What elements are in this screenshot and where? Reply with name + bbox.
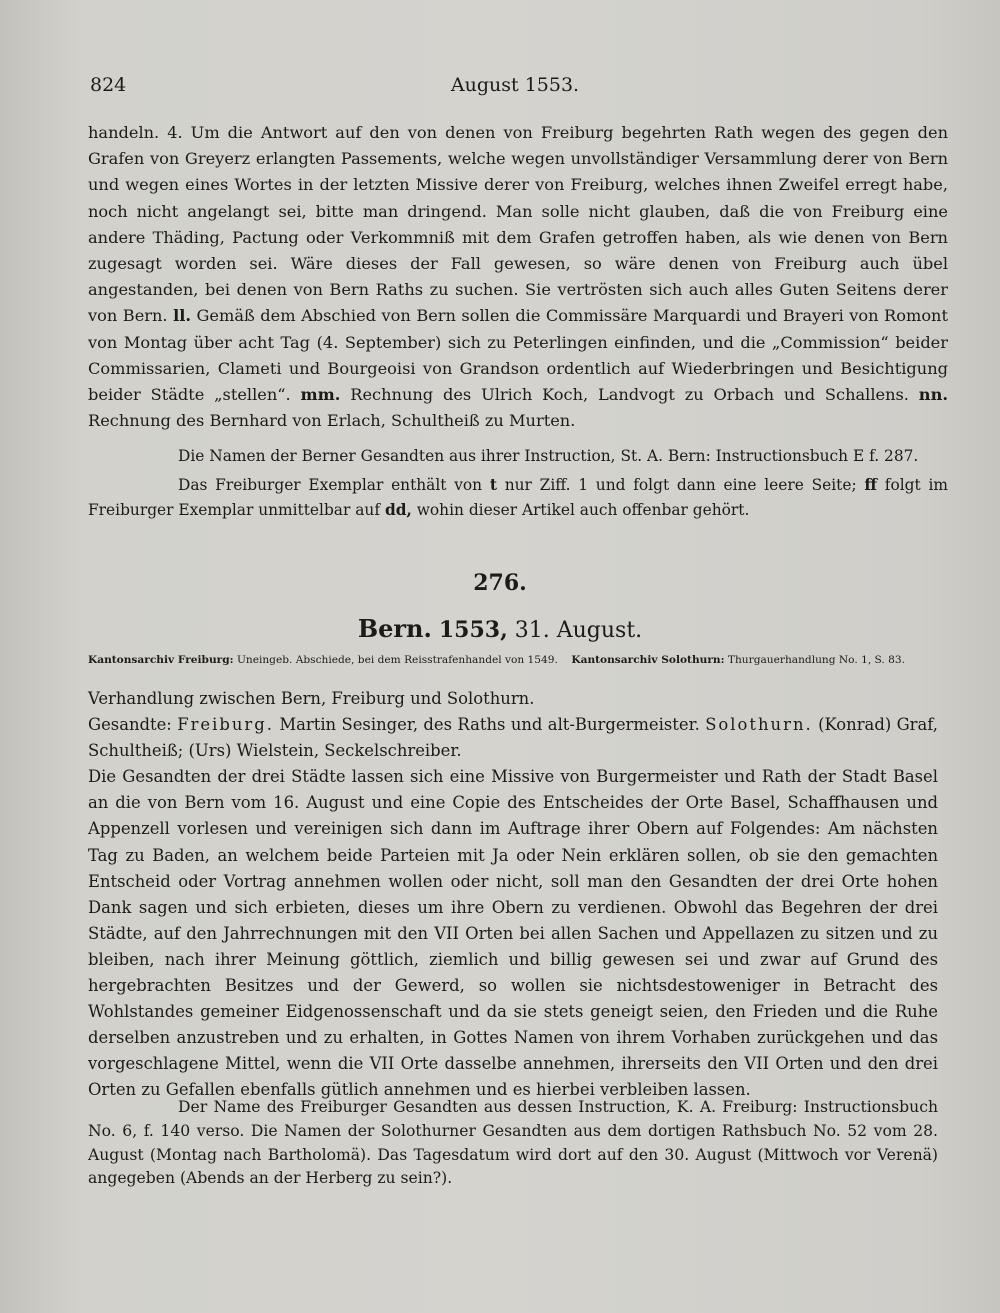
paragraph-text: Rechnung des Ulrich Koch, Landvogt zu Orbach und Schallens.: [350, 385, 909, 405]
note-text: Das Freiburger Exemplar enthält von: [178, 476, 483, 495]
document-dateline: [0, 614, 1000, 643]
item-marker: ff: [864, 476, 878, 495]
paragraph-text: handeln. 4. Um die Antwort auf den von denen von Freiburg begehrten Rath wegen des gegen den Grafen von Greyerz erlangten Passements, welche wegen unvollständiger Versammlung derer von Bern und wegen eines Wortes in der letzten Missive derer von Freiburg, welches ihnen Zweifel erregt habe, noch nicht angelangt sei, bitte man dringend. Man solle nicht glauben, daß die von Freiburg eine andere Thäding, Pactung oder Verkommniß mit dem Grafen getroffen haben, als wie denen von Bern zugesagt worden sei. Wäre dieses der Fall gewesen, so wäre denen von Freiburg auch übel angestanden, bei denen von Bern Raths zu suchen. Sie vertrösten sich auch alles Guten Seitens derer von Bern.: [88, 123, 948, 326]
running-title: August 1553.: [450, 74, 580, 96]
page-number: 824: [90, 74, 127, 96]
item-marker: mm.: [300, 385, 341, 405]
envoys-names: (Konrad) Graf, Schultheiß; (Urs) Wielstein, Seckelschreiber.: [88, 715, 938, 761]
footnote: Der Name des Freiburger Gesandten aus dessen Instruction, K. A. Freiburg: Instructionsbuch No. 6, f. 140 verso. Die Namen der Solothurner Gesandten aus dem dortigen Rathsbuch No. 52 vom 28. August (Montag nach Bartholomä). Das Tagesdatum wird dort auf den 30. August (Mittwoch vor Verenä) angegeben (Abends an der Herberg zu sein?).: [88, 1098, 938, 1188]
document-place: Bern.: [357, 614, 432, 643]
archive-reference: Thurgauerhandlung No. 1, S. 83.: [727, 654, 906, 666]
document-notes: [88, 1096, 938, 1191]
document-body: [88, 686, 938, 1104]
subject-line: Verhandlung zwischen Bern, Freiburg und Solothurn.: [88, 689, 535, 708]
envoys-line: [88, 712, 938, 764]
paragraph-text: Rechnung des Bernhard von Erlach, Schultheiß zu Murten.: [88, 411, 576, 431]
paragraph-text: Gemäß dem Abschied von Bern sollen die Commissäre Marquardi und Brayeri von Romont von Montag über acht Tag (4. September) sich zu Peterlingen einfinden, und die „Commission“ beider Commissarien, Clameti und Bourgeoisi von Grandson ordentlich auf Wiederbringen und Besichtigung beider Städte „stellen“.: [88, 306, 948, 405]
envoys-place: Freiburg.: [177, 715, 274, 735]
note-text: nur Ziff. 1 und folgt dann eine leere Seite;: [504, 476, 857, 495]
envoys-place: Solothurn.: [705, 715, 813, 735]
footnote: [88, 473, 948, 523]
envoys-names: Martin Sesinger, des Raths und alt-Burgermeister.: [279, 715, 700, 735]
document-number: 276.: [473, 570, 527, 596]
item-marker: t: [489, 476, 497, 495]
envoys-label: Gesandte:: [88, 715, 172, 735]
continuation-paragraph: [88, 120, 948, 434]
page-header: [90, 74, 940, 102]
note-text: wohin dieser Artikel auch offenbar gehört.: [416, 501, 750, 520]
section-continuation: [88, 120, 948, 523]
document-date: 31. August.: [514, 618, 643, 643]
archive-label: Kantonsarchiv Solothurn:: [571, 654, 725, 666]
item-marker: nn.: [918, 385, 948, 405]
archive-reference: Uneingeb. Abschiede, bei dem Reisstrafenhandel von 1549.: [236, 654, 558, 666]
document-year: 1553,: [438, 617, 508, 643]
archive-sources: [88, 654, 958, 666]
main-paragraph: Die Gesandten der drei Städte lassen sich eine Missive von Burgermeister und Rath der Stadt Basel an die von Bern vom 16. August und eine Copie des Entscheides der Orte Basel, Schaffhausen und Appenzell vorlesen und vereinigen sich dann im Auftrage ihrer Obern auf Folgendes: Am nächsten Tag zu Baden, an welchem beide Parteien mit Ja oder Nein erklären sollen, ob sie den gemachten Entscheid oder Vortrag annehmen wollen oder nicht, soll man den Gesandten der drei Orte hohen Dank sagen und sich erbieten, dieses um ihre Obern zu verdienen. Obwohl das Begehren der drei Städte, auf den Jahrrechnungen mit den VII Orten bei allen Sachen und Appellazen zu sitzen und zu bleiben, nach ihrer Meinung göttlich, ziemlich und billig gewesen sei und zwar auf Grund des hergebrachten Besitzes und der Gewerd, so wollen sie nichtsdestoweniger in Betracht des Wohlstandes gemeiner Eidgenossenschaft und da sie stets geneigt seien, den Frieden und die Ruhe derselben anzustreben und zu erhalten, in Gottes Namen von ihrem Vorhaben zurückgehen und das vorgeschlagene Mittel, wenn die VII Orte dasselbe annehmen, ihrerseits den VII Orten und den drei Orten zu Gefallen ebenfalls gütlich annehmen und es hierbei verbleiben lassen.: [88, 767, 938, 1100]
archive-label: Kantonsarchiv Freiburg:: [88, 654, 234, 666]
item-marker: dd,: [384, 501, 412, 520]
note-text: folgt im Freiburger Exemplar unmittelbar auf: [88, 476, 948, 520]
item-marker: ll.: [173, 306, 192, 326]
footnote: Die Namen der Berner Gesandten aus ihrer Instruction, St. A. Bern: Instructionsbuch E f. 287.: [178, 447, 919, 466]
